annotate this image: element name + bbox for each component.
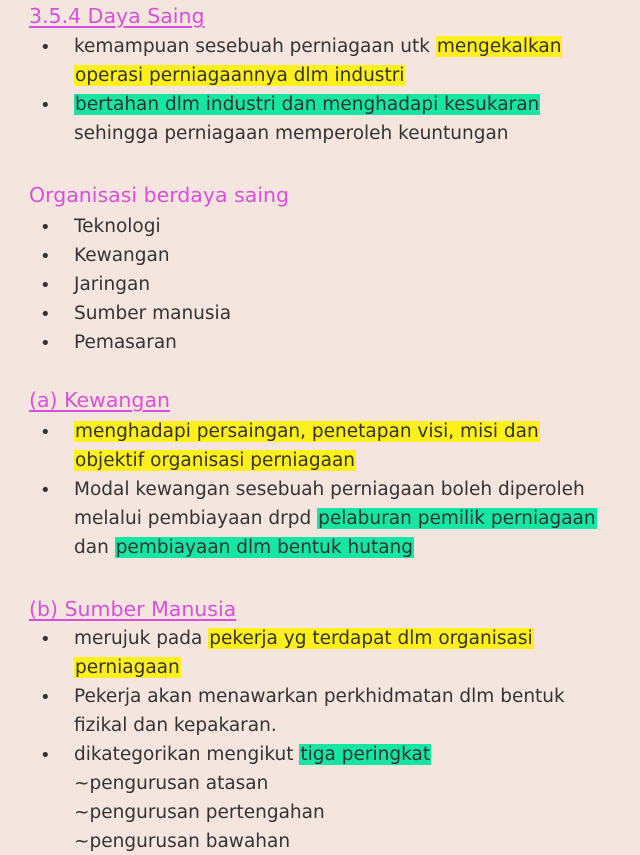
bullet-icon: • [40, 629, 51, 650]
bullet-icon: • [40, 217, 51, 238]
highlight-green: bertahan dlm industri dan menghadapi kesukaran [75, 94, 540, 115]
section-title: 3.5.4 Daya Saing [29, 4, 205, 28]
kewangan-item2-line3 [74, 535, 414, 561]
text-plain: melalui pembiayaan drpd [74, 508, 318, 529]
organisasi-item: Pemasaran [74, 332, 177, 353]
bullet-icon: • [40, 422, 51, 443]
text-plain: dikategorikan mengikut [74, 744, 300, 765]
sumber-manusia-item2-line2: fizikal dan kepakaran. [74, 715, 277, 736]
bullet-icon: • [40, 304, 51, 325]
kewangan-title: (a) Kewangan [29, 388, 170, 412]
highlight-yellow: objektif organisasi perniagaan [75, 450, 356, 471]
sumber-manusia-title: (b) Sumber Manusia [29, 597, 237, 621]
highlight-green: tiga peringkat [300, 744, 431, 765]
kewangan-item2-line1: Modal kewangan sesebuah perniagaan boleh diperoleh [74, 479, 585, 500]
bullet-icon: • [40, 37, 51, 58]
highlight-yellow: operasi perniagaannya dlm industri [75, 65, 405, 86]
bullet-icon: • [40, 95, 51, 116]
text-plain: kemampuan sesebuah perniagaan utk [74, 36, 436, 57]
level-item: ~pengurusan bawahan [74, 831, 291, 852]
daya-saing-item2-line1 [74, 92, 540, 118]
daya-saing-item2-line2: sehingga perniagaan memperoleh keuntungan [74, 123, 509, 144]
highlight-green: pelaburan pemilik perniagaan [318, 508, 596, 529]
highlight-yellow: perniagaan [75, 657, 180, 678]
highlight-yellow: menghadapi persaingan, penetapan visi, misi dan [75, 421, 539, 442]
kewangan-item2-line2 [74, 506, 597, 532]
daya-saing-item1-line1 [74, 34, 562, 60]
bullet-icon: • [40, 333, 51, 354]
sumber-manusia-item2-line1: Pekerja akan menawarkan perkhidmatan dlm bentuk [74, 686, 565, 707]
bullet-icon: • [40, 687, 51, 708]
text-plain: merujuk pada [74, 628, 209, 649]
daya-saing-item1-line2 [74, 63, 405, 89]
highlight-yellow: pekerja yg terdapat dlm organisasi [209, 628, 533, 649]
organisasi-title: Organisasi berdaya saing [29, 183, 290, 207]
organisasi-item: Jaringan [74, 274, 151, 295]
sumber-manusia-item3-line1 [74, 742, 431, 768]
kewangan-item1-line2 [74, 448, 356, 474]
bullet-icon: • [40, 275, 51, 296]
organisasi-item: Sumber manusia [74, 303, 232, 324]
bullet-icon: • [40, 480, 51, 501]
text-plain: dan [74, 537, 115, 558]
sumber-manusia-item1-line2 [74, 655, 181, 681]
level-item: ~pengurusan pertengahan [74, 802, 325, 823]
bullet-icon: • [40, 246, 51, 267]
bullet-icon: • [40, 745, 51, 766]
kewangan-item1-line1 [74, 419, 540, 445]
level-item: ~pengurusan atasan [74, 773, 269, 794]
organisasi-item: Teknologi [74, 216, 161, 237]
highlight-yellow: mengekalkan [436, 36, 562, 57]
highlight-green: pembiayaan dlm bentuk hutang [115, 537, 413, 558]
sumber-manusia-item1-line1 [74, 626, 534, 652]
organisasi-item: Kewangan [74, 245, 170, 266]
